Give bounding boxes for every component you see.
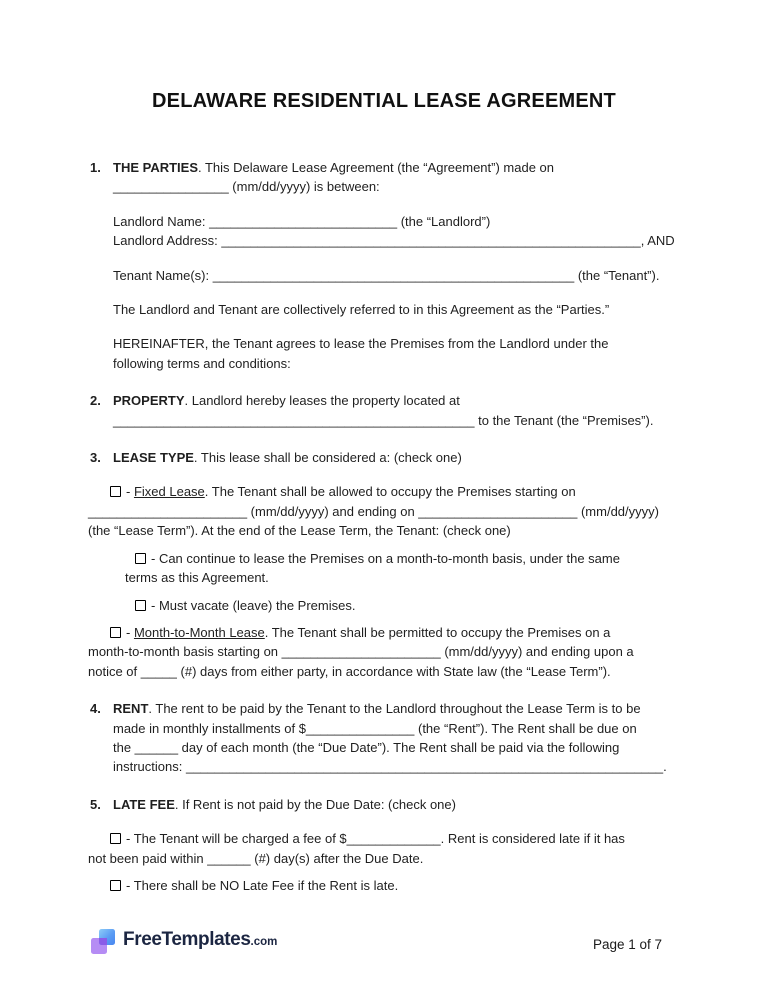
text-line xyxy=(88,568,680,587)
section-number: 2. xyxy=(90,393,101,409)
text-segment: instructions: __________________________________________________________________. xyxy=(113,759,667,775)
section-number: 1. xyxy=(90,160,101,175)
month-to-month-lease-option xyxy=(88,623,680,681)
text-segment: ______________________ (mm/dd/yyyy) and ending on ______________________ (mm/dd/yyyy) xyxy=(88,503,659,519)
page-indicator: Page 1 of 7 xyxy=(592,937,662,952)
text-line xyxy=(113,757,680,776)
text-line xyxy=(113,177,680,196)
text-segment: . The Tenant shall be allowed to occupy the Premises starting on xyxy=(204,484,576,500)
text-line xyxy=(88,623,680,642)
text-segment: the ______ day of each month (the “Due Date”). The Rent shall be paid via the following xyxy=(113,739,620,755)
must-vacate-option xyxy=(88,596,680,615)
text-line xyxy=(88,829,680,848)
text-line xyxy=(113,354,680,373)
text-segment: The Landlord and Tenant are collectively referred to in this Agreement as the “Parties.” xyxy=(113,302,610,318)
freetemplates-logo xyxy=(90,925,277,957)
text-segment: - The Tenant will be charged a fee of $_____________. Rent is considered late if it has xyxy=(126,831,625,847)
brand-tld: .com xyxy=(250,935,278,948)
text-segment: . If Rent is not paid by the Due Date: (check one) xyxy=(174,796,456,812)
text-segment: (the “Lease Term”). At the end of the Lease Term, the Tenant: (check one) xyxy=(88,523,511,539)
text-segment: terms as this Agreement. xyxy=(125,570,269,586)
text-line xyxy=(113,158,680,177)
late-fee-charged-option-checkbox[interactable] xyxy=(110,833,121,844)
text-segment: . This Delaware Lease Agreement (the “Agreement”) made on xyxy=(198,160,554,175)
section-heading: LEASE TYPE xyxy=(113,450,194,466)
hereinafter-clause xyxy=(90,334,680,373)
no-late-fee-option-checkbox[interactable] xyxy=(110,880,121,891)
text-segment: HEREINAFTER, the Tenant agrees to lease the Premises from the Landlord under the xyxy=(113,336,609,352)
document-body xyxy=(90,158,680,895)
text-line xyxy=(113,212,680,231)
text-line xyxy=(113,300,680,319)
text-line xyxy=(88,849,680,868)
text-segment: . The Tenant shall be permitted to occupy the Premises on a xyxy=(264,624,611,640)
text-line xyxy=(88,642,680,661)
text-line xyxy=(113,411,680,430)
brand-wordmark: FreeTemplates.com xyxy=(123,928,278,950)
text-segment: notice of _____ (#) days from either party, in accordance with State law (the “Lease Term”). xyxy=(88,663,611,679)
text-line xyxy=(113,738,680,757)
text-line xyxy=(88,482,680,501)
text-segment: - xyxy=(126,484,134,500)
text-line xyxy=(88,502,680,521)
text-segment: following terms and conditions: xyxy=(113,355,291,371)
fixed-lease-option xyxy=(88,482,680,540)
late-fee-charged-option xyxy=(88,829,680,868)
tenant-fields xyxy=(90,266,680,285)
section-number: 5. xyxy=(90,796,101,812)
text-segment: . This lease shall be considered a: (check one) xyxy=(193,450,462,466)
text-line xyxy=(113,719,680,738)
text-line xyxy=(113,448,680,467)
text-segment: - xyxy=(126,624,134,640)
text-segment: Landlord Name: __________________________ (the “Landlord”) xyxy=(113,213,491,229)
text-segment: not been paid within ______ (#) day(s) after the Due Date. xyxy=(88,850,424,866)
text-segment: . The rent to be paid by the Tenant to the Landlord throughout the Lease Term is to be xyxy=(148,701,641,717)
no-late-fee-option xyxy=(88,876,680,895)
section-number: 4. xyxy=(90,701,101,717)
text-segment: - There shall be NO Late Fee if the Rent is late. xyxy=(126,877,399,893)
text-segment: Tenant Name(s): __________________________________________________ (the “Tenant”). xyxy=(113,267,660,283)
section-the-parties xyxy=(90,158,680,197)
section-late-fee xyxy=(90,795,680,814)
section-heading: THE PARTIES xyxy=(113,160,198,175)
continue-month-to-month-option xyxy=(88,549,680,588)
text-segment: made in monthly installments of $_______________ (the “Rent”). The Rent shall be due on xyxy=(113,720,637,736)
fixed-lease-option-checkbox[interactable] xyxy=(110,486,121,497)
page-footer xyxy=(90,925,662,959)
text-line xyxy=(113,266,680,285)
text-line xyxy=(88,876,680,895)
text-line xyxy=(113,334,680,353)
text-segment: month-to-month basis starting on ______________________ (mm/dd/yyyy) and ending upon a xyxy=(88,644,634,660)
section-heading: RENT xyxy=(113,701,149,717)
text-line xyxy=(88,549,680,568)
section-number: 3. xyxy=(90,450,101,466)
text-segment: . Landlord hereby leases the property located at xyxy=(184,393,460,409)
text-segment: Fixed Lease xyxy=(133,484,205,500)
text-segment: ________________ (mm/dd/yyyy) is between: xyxy=(113,179,380,195)
text-segment: - Can continue to lease the Premises on a month-to-month basis, under the same xyxy=(151,550,620,566)
text-line xyxy=(113,231,680,250)
text-line xyxy=(88,596,680,615)
section-lease-type xyxy=(90,448,680,467)
section-heading: LATE FEE xyxy=(113,796,175,812)
text-segment: - Must vacate (leave) the Premises. xyxy=(151,597,356,613)
must-vacate-option-checkbox[interactable] xyxy=(135,600,146,611)
text-line xyxy=(113,391,680,410)
month-to-month-lease-option-checkbox[interactable] xyxy=(110,627,121,638)
text-line xyxy=(113,699,680,718)
text-segment: __________________________________________________ to the Tenant (the “Premises”). xyxy=(113,412,654,428)
text-segment: Landlord Address: __________________________________________________________, AND xyxy=(113,233,675,249)
landlord-fields xyxy=(90,212,680,251)
section-property xyxy=(90,391,680,430)
continue-month-to-month-option-checkbox[interactable] xyxy=(135,553,146,564)
text-line xyxy=(88,521,680,540)
parties-clause xyxy=(90,300,680,319)
section-heading: PROPERTY xyxy=(113,393,185,409)
text-segment: Month-to-Month Lease xyxy=(133,624,265,640)
text-line xyxy=(88,662,680,681)
text-line xyxy=(113,795,680,814)
section-rent xyxy=(90,699,680,777)
freetemplates-icon xyxy=(90,927,116,957)
document-title: DELAWARE RESIDENTIAL LEASE AGREEMENT xyxy=(152,90,616,112)
